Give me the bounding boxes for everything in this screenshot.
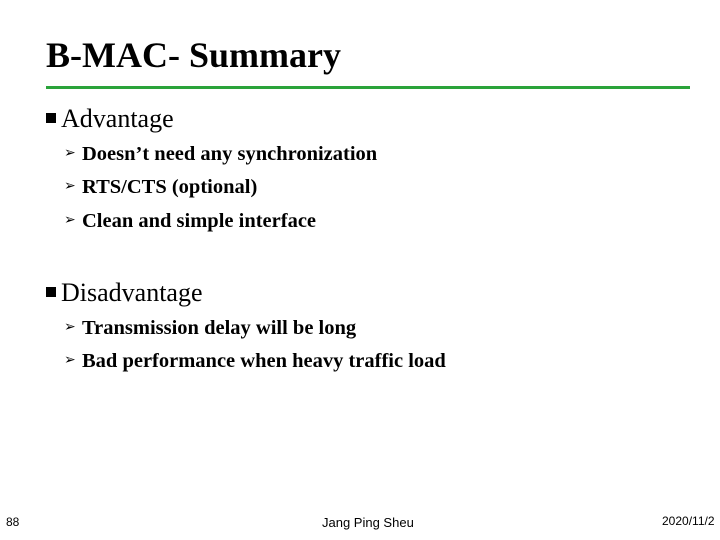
list-item (64, 204, 377, 238)
list-item-text: RTS/CTS (optional) (82, 176, 258, 199)
footer-author: Jang Ping Sheu (322, 515, 414, 530)
disadvantage-list (64, 311, 446, 378)
list-item-text: Transmission delay will be long (82, 316, 357, 339)
slide-title: B-MAC- Summary (46, 35, 341, 75)
list-item (64, 345, 446, 379)
list-item-text: Clean and simple interface (82, 209, 317, 232)
list-item (64, 171, 377, 205)
footer-date: 2020/11/2 (662, 514, 715, 528)
list-item (64, 137, 377, 171)
arrow-bullet-icon: ➢ (64, 145, 76, 161)
list-item (64, 311, 446, 345)
advantage-list (64, 137, 377, 238)
section-disadvantage (46, 278, 203, 308)
square-bullet-icon (46, 287, 56, 297)
section-heading: Disadvantage (61, 278, 203, 307)
list-item-text: Bad performance when heavy traffic load (82, 350, 446, 373)
arrow-bullet-icon: ➢ (64, 212, 76, 228)
title-underline (46, 86, 690, 89)
list-item-text: Doesn’t need any synchronization (82, 142, 378, 165)
section-advantage (46, 104, 174, 134)
square-bullet-icon (46, 113, 56, 123)
arrow-bullet-icon: ➢ (64, 319, 76, 335)
arrow-bullet-icon: ➢ (64, 179, 76, 195)
page-number: 88 (6, 515, 20, 529)
arrow-bullet-icon: ➢ (64, 353, 76, 369)
section-heading: Advantage (61, 104, 174, 133)
